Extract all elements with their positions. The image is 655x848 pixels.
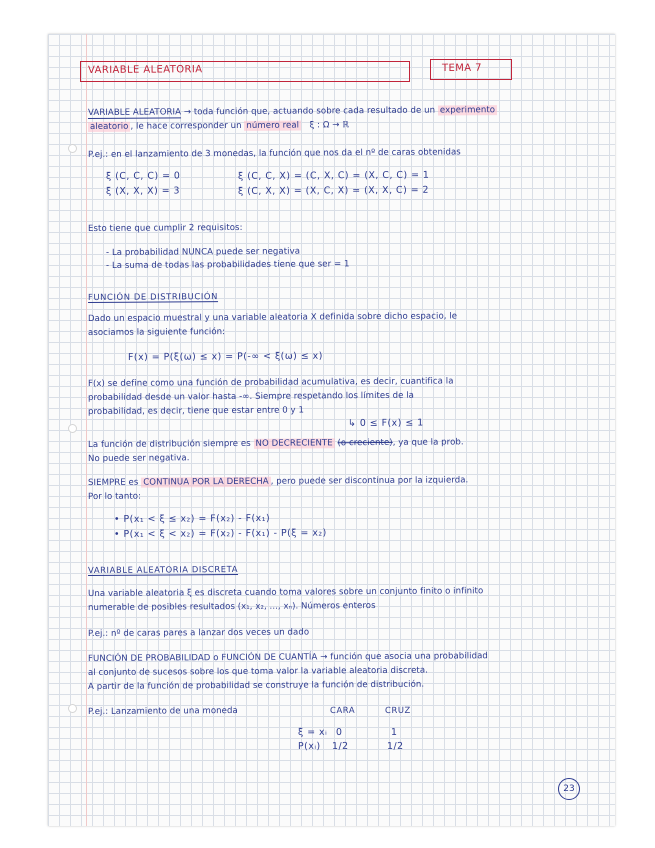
example-row1-right: ξ (C, C, X) = (C, X, C) = (X, C, C) = 1: [237, 169, 430, 182]
row-xi-label: ξ = xᵢ: [297, 726, 328, 738]
cuantia-line-2: al conjunto de sucesos sobre los que toma valor la variable aleatoria discreta.: [87, 665, 428, 678]
tema-label: TEMA 7: [441, 62, 482, 74]
requirement-item: - La probabilidad NUNCA puede ser negativa: [105, 246, 301, 258]
binder-hole: [68, 424, 77, 433]
page-number: 23: [558, 778, 580, 800]
discreta-heading: [88, 564, 238, 575]
row-p-cara: 1/2: [331, 740, 349, 752]
example-intro: P.ej.: en el lanzamiento de 3 monedas, la función que nos da el nº de caras obtenidas: [87, 147, 461, 160]
distribucion-def-3: probabilidad, es decir, tiene que estar entre 0 y 1: [87, 405, 305, 417]
row-xi-cruz: 1: [390, 726, 398, 738]
page-title: VARIABLE ALEATORIA: [87, 64, 203, 76]
definition-highlight: número real: [246, 120, 300, 131]
definition-text: , le hace corresponder un: [130, 120, 242, 132]
margin-line: [86, 34, 87, 826]
distribucion-def-2: probabilidad desde un valor hasta -∞. Siempre respetando los límites de la: [87, 390, 414, 403]
highlight-span: NO DECRECIENTE: [255, 438, 333, 449]
text-span: SIEMPRE es: [87, 477, 139, 488]
definition-text: → toda función que, actuando sobre cada resultado de un: [183, 105, 436, 118]
distribucion-formula: F(x) = P(ξ(ω) ≤ x) = P(-∞ < ξ(ω) ≤ x): [127, 350, 323, 363]
definition-line-1: [88, 105, 497, 118]
no-decreciente-line-2: No puede ser negativa.: [87, 453, 190, 464]
example-row2-left: ξ (X, X, X) = 3: [105, 185, 181, 197]
struck-text: (o creciente): [337, 437, 393, 449]
col-header-cara: CARA: [329, 704, 356, 715]
row-xi-cara: 0: [335, 726, 343, 738]
distribucion-p2: asociamos la siguiente función:: [87, 327, 226, 338]
example-row2-right: ξ (C, X, X) = (X, C, X) = (X, X, C) = 2: [237, 184, 430, 197]
definition-line-2: [88, 120, 349, 132]
binder-hole: [68, 144, 77, 153]
definition-term: VARIABLE ALEATORIA: [87, 107, 182, 118]
definition-formula: ξ : Ω → ℝ: [309, 120, 350, 131]
cuantia-line-3: A partir de la función de probabilidad se construye la función de distribución.: [87, 679, 425, 692]
text-span: , pero puede ser discontinua por la izquierda.: [270, 475, 469, 487]
discreta-example: P.ej.: nº de caras pares a lanzar dos veces un dado: [87, 627, 310, 639]
requirements-intro: Esto tiene que cumplir 2 requisitos:: [87, 222, 243, 234]
continua-line-2: Por lo tanto:: [87, 491, 142, 502]
text-span: La función de distribución siempre es: [87, 438, 251, 450]
cuantia-line-1: [88, 651, 488, 664]
discreta-p2: numerable de posibles resultados (x₁, x₂, ..., xₙ). Números enteros: [87, 600, 376, 613]
distribucion-heading: [88, 291, 218, 302]
continua-line-1: [88, 475, 468, 488]
requirement-item: - La suma de todas las probabilidades tiene que ser = 1: [105, 259, 350, 271]
row-p-label: P(xᵢ): [297, 740, 321, 752]
text-span: FUNCIÓN DE PROBABILIDAD o FUNCIÓN DE CUANTÍA: [87, 652, 318, 664]
text-span: , ya que la prob.: [392, 437, 464, 448]
definition-highlight: experimento: [439, 105, 496, 116]
property-formula-1: • P(x₁ < ξ ≤ x₂) = F(x₂) - F(x₁): [113, 512, 271, 525]
distribucion-bounds: ↳ 0 ≤ F(x) ≤ 1: [347, 417, 424, 429]
property-formula-2: • P(x₁ < ξ < x₂) = F(x₂) - F(x₁) - P(ξ = x₂): [113, 527, 327, 540]
example-row1-left: ξ (C, C, C) = 0: [105, 170, 181, 182]
text-span: → función que asocia una probabilidad: [320, 651, 488, 663]
heading-text: VARIABLE ALEATORIA DISCRETA: [87, 563, 239, 575]
col-header-cruz: CRUZ: [384, 704, 411, 715]
binder-hole: [68, 704, 77, 713]
no-decreciente-line-1: [88, 437, 464, 450]
definition-highlight: aleatorio: [89, 121, 129, 132]
discreta-p1: Una variable aleatoria ξ es discreta cuando toma valores sobre un conjunto finito o infinito: [87, 586, 484, 599]
highlight-span: CONTINUA POR LA DERECHA: [143, 476, 269, 488]
moneda-example: P.ej.: Lanzamiento de una moneda: [87, 705, 238, 717]
notebook-page: [48, 34, 615, 826]
distribucion-p1: Dado un espacio muestral y una variable aleatoria X definida sobre dicho espacio, le: [87, 311, 458, 324]
row-p-cruz: 1/2: [386, 740, 404, 752]
heading-text: FUNCIÓN DE DISTRIBUCIÓN: [87, 291, 218, 302]
distribucion-def-1: F(x) se define como una función de probabilidad acumulativa, es decir, cuantifica la: [87, 376, 454, 389]
